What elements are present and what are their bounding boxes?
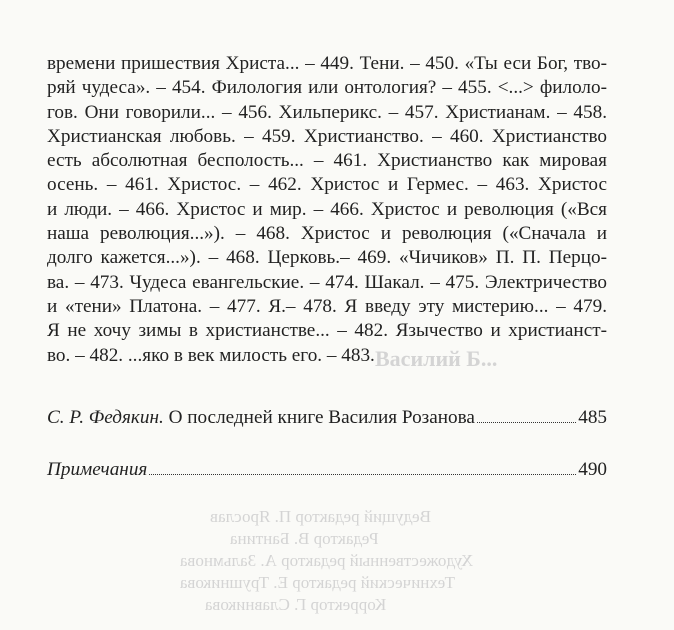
text-line: наша революция...»). – 468. Христос и революция («Сначала и (47, 223, 607, 245)
toc-page-number: 490 (578, 459, 607, 480)
text-line: Я не хочу зимы в христианстве... – 482. Язычество и христианст- (47, 320, 607, 342)
toc-title: О последней книге Василия Розанова (168, 407, 475, 428)
text-line: и люди. – 466. Христос и мир. – 466. Христос и революция («Вся (47, 198, 607, 220)
toc-entry-body (47, 52, 607, 371)
toc-row-notes (47, 459, 607, 481)
bleed-line: Корректор Г. Славникова (205, 595, 387, 614)
bleed-line: Василий Б... (375, 346, 498, 371)
text-line: долго кажется...»). – 468. Церковь.– 469. «Чичиков» П. П. Перцо- (47, 247, 607, 269)
toc-row-afterword (47, 407, 607, 429)
text-line: Христианская любовь. – 459. Христианство. – 460. Христианство (47, 125, 607, 147)
toc-title: Примечания (47, 459, 148, 480)
text-line: есть абсолютная бесполость... – 461. Христианство как мировая (47, 150, 607, 172)
text-line: во. – 482. ...яко в век милость его. – 483. (47, 344, 375, 366)
text-line: осень. – 461. Христос. – 462. Христос и Гермес. – 463. Христос (47, 174, 607, 196)
dot-leader (477, 422, 576, 423)
text-line: ряй чудеса». – 454. Филология или онтология? – 455. <...> филоло- (47, 77, 607, 99)
bleed-line: Художественный редактор А. Зальмнова (180, 551, 474, 570)
dot-leader (149, 474, 576, 475)
text-line: и «тени» Платона. – 477. Я.– 478. Я введу эту мистерию... – 479. (47, 295, 607, 317)
toc-page-number: 485 (578, 407, 607, 428)
bleed-line: Редактор В. Бантина (230, 529, 379, 548)
text-line: времени пришествия Христа... – 449. Тени. – 450. «Ты еси Бог, тво- (47, 53, 607, 74)
text-line: ва. – 473. Чудеса евангельские. – 474. Шакал. – 475. Электричество (47, 271, 607, 293)
bleed-line: Ведущий редактор П. Ярослав (210, 507, 431, 526)
bleed-line: Технический редактор Е. Трушникова (180, 573, 455, 592)
toc-author: С. Р. Федякин. (47, 407, 164, 428)
text-line: гов. Они говорили... – 456. Хильперикс. – 457. Христианам. – 458. (47, 101, 607, 123)
